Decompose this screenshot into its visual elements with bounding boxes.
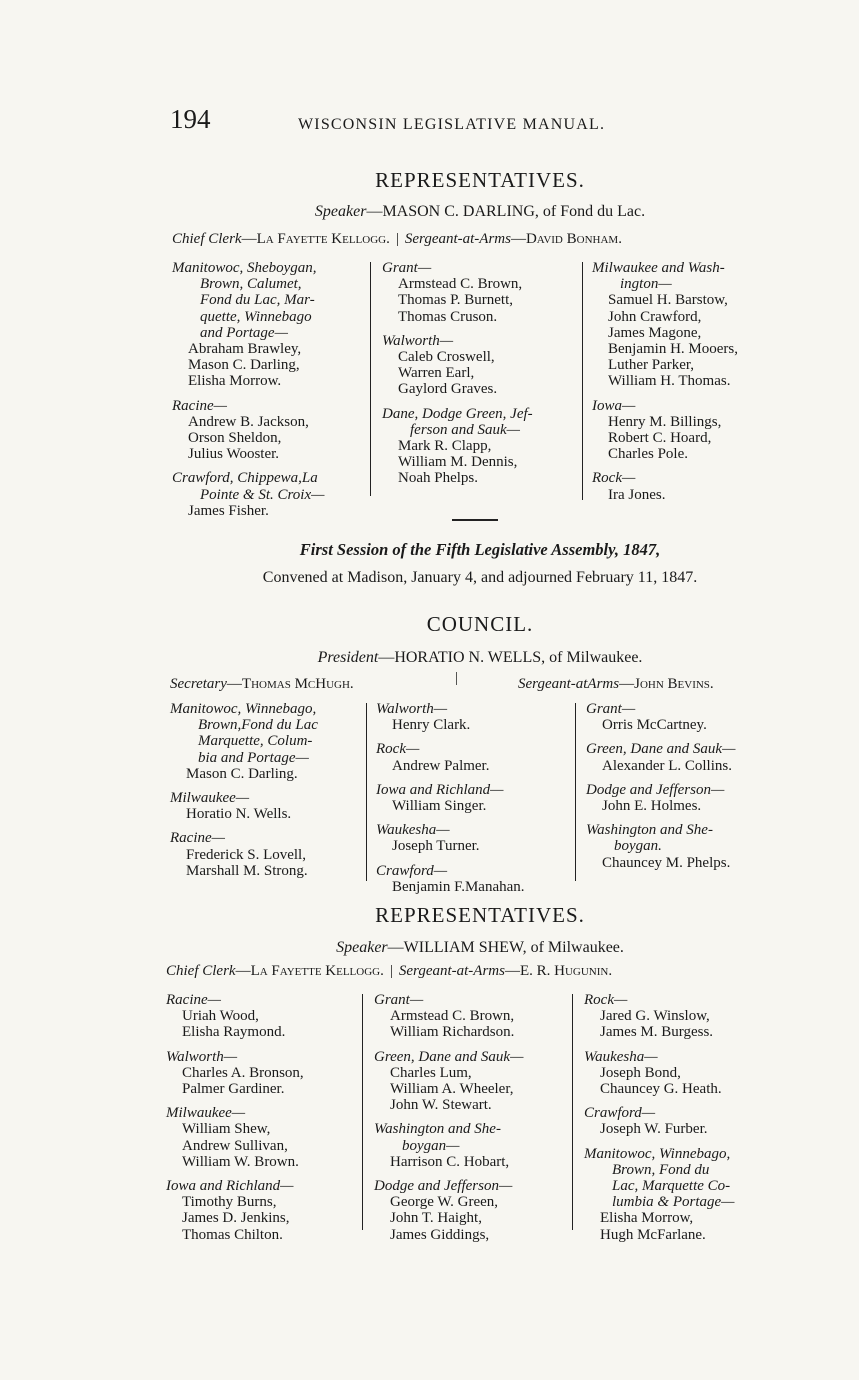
district-group bbox=[586, 782, 786, 814]
council-separator: | bbox=[455, 670, 459, 686]
district-name: Iowa— bbox=[592, 397, 636, 414]
secretary-label: Secretary bbox=[170, 676, 227, 692]
section2-officers-line bbox=[166, 963, 612, 980]
district-group bbox=[584, 1146, 784, 1243]
member-name: Charles Lum, bbox=[390, 1064, 472, 1081]
officer-separator: | bbox=[395, 231, 399, 247]
district-name: Racine— bbox=[166, 992, 221, 1008]
member-name: Jared G. Winslow, bbox=[600, 1008, 710, 1025]
district-name: Rock— bbox=[584, 992, 628, 1008]
member-name: Mason C. Darling. bbox=[186, 765, 298, 782]
member-name: Charles A. Bronson, bbox=[182, 1064, 304, 1081]
chief-clerk-value: —La Fayette Kellogg. bbox=[235, 963, 384, 979]
district-name: Rock— bbox=[592, 470, 636, 487]
district-name: Brown, Fond du bbox=[612, 1161, 710, 1178]
district-group bbox=[374, 1178, 574, 1243]
council-sergeant-label: Sergeant-atArms bbox=[518, 676, 620, 692]
section2-speaker-line bbox=[160, 939, 800, 957]
president-label: President bbox=[317, 649, 379, 666]
member-name: Joseph Turner. bbox=[392, 838, 480, 855]
district-group bbox=[382, 406, 582, 487]
member-name: Andrew Sullivan, bbox=[182, 1137, 288, 1154]
member-name: Marshall M. Strong. bbox=[186, 862, 308, 879]
member-name: Charles Pole. bbox=[608, 446, 688, 463]
district-name: Iowa and Richland— bbox=[376, 781, 504, 798]
chief-clerk-value: —La Fayette Kellogg. bbox=[241, 231, 390, 247]
member-name: Warren Earl, bbox=[398, 365, 475, 382]
district-group bbox=[376, 782, 576, 814]
district-name: Washington and She- bbox=[586, 822, 713, 839]
member-name: William Singer. bbox=[392, 798, 487, 815]
member-name: James Magone, bbox=[608, 324, 702, 341]
member-name: Samuel H. Barstow, bbox=[608, 292, 728, 309]
district-group bbox=[374, 992, 574, 1041]
district-name: Dane, Dodge Green, Jef- bbox=[382, 405, 533, 422]
member-name: Orris McCartney. bbox=[602, 717, 707, 734]
district-group bbox=[166, 1178, 366, 1243]
section1-speaker-line bbox=[160, 203, 800, 221]
district-group bbox=[172, 398, 372, 463]
member-name: Horatio N. Wells. bbox=[186, 806, 292, 823]
member-name: Elisha Morrow. bbox=[188, 373, 282, 390]
member-name: James M. Burgess. bbox=[600, 1024, 714, 1041]
district-group bbox=[592, 470, 792, 502]
member-name: Benjamin F.Manahan. bbox=[392, 878, 525, 895]
member-name: John E. Holmes. bbox=[602, 798, 702, 815]
president-value: —HORATIO N. WELLS, of Milwaukee. bbox=[378, 649, 643, 666]
district-name: Rock— bbox=[376, 741, 420, 758]
district-group bbox=[586, 701, 786, 733]
district-group bbox=[170, 701, 370, 782]
member-name: Elisha Morrow, bbox=[600, 1210, 694, 1227]
session-convened: Convened at Madison, January 4, and adjourned February 11, 1847. bbox=[262, 569, 698, 586]
column-divider bbox=[582, 262, 583, 500]
member-name: Andrew Palmer. bbox=[392, 757, 490, 774]
district-group bbox=[584, 992, 784, 1041]
district-name: quette, Winnebago bbox=[200, 308, 312, 325]
member-name: Joseph W. Furber. bbox=[600, 1121, 708, 1138]
column-divider bbox=[575, 703, 576, 881]
member-name: Palmer Gardiner. bbox=[182, 1081, 285, 1098]
member-name: Julius Wooster. bbox=[188, 446, 280, 463]
district-name: Iowa and Richland— bbox=[166, 1178, 294, 1195]
district-name: Manitowoc, Sheboygan, bbox=[172, 260, 317, 276]
member-name: Benjamin H. Mooers, bbox=[608, 341, 738, 358]
section2-column-1 bbox=[166, 992, 366, 1251]
district-group bbox=[376, 822, 576, 854]
council-president-line bbox=[160, 649, 800, 667]
district-name: ferson and Sauk— bbox=[410, 421, 520, 438]
council-secretary-line bbox=[170, 676, 354, 693]
district-group bbox=[586, 741, 786, 773]
district-name: Manitowoc, Winnebago, bbox=[584, 1145, 731, 1162]
district-group bbox=[592, 398, 792, 463]
member-name: Abraham Brawley, bbox=[188, 341, 302, 358]
district-group bbox=[170, 830, 370, 879]
member-name: Thomas P. Burnett, bbox=[398, 292, 513, 309]
council-column-1 bbox=[170, 701, 370, 887]
district-group bbox=[172, 470, 372, 519]
district-group bbox=[172, 260, 372, 390]
district-name: Brown,Fond du Lac bbox=[198, 717, 318, 734]
district-name: Dodge and Jefferson— bbox=[374, 1178, 513, 1195]
member-name: John W. Stewart. bbox=[390, 1097, 492, 1114]
district-group bbox=[376, 863, 576, 895]
member-name: Caleb Croswell, bbox=[398, 349, 495, 366]
district-group bbox=[376, 701, 576, 733]
district-name: Walworth— bbox=[166, 1048, 238, 1065]
member-name: Armstead C. Brown, bbox=[398, 276, 523, 293]
sergeant-value: —David Bonham. bbox=[510, 231, 622, 247]
member-name: John T. Haight, bbox=[390, 1210, 482, 1227]
member-name: George W. Green, bbox=[390, 1194, 499, 1211]
sergeant-value: —E. R. Hugunin. bbox=[504, 963, 613, 979]
district-name: Waukesha— bbox=[584, 1048, 658, 1065]
member-name: Harrison C. Hobart, bbox=[390, 1153, 510, 1170]
chief-clerk-label: Chief Clerk bbox=[172, 231, 242, 247]
district-group bbox=[586, 822, 786, 871]
member-name: Robert C. Hoard, bbox=[608, 430, 712, 447]
secretary-value: —Thomas McHugh. bbox=[226, 676, 354, 692]
district-name: Manitowoc, Winnebago, bbox=[170, 701, 317, 717]
member-name: Hugh McFarlane. bbox=[600, 1226, 706, 1243]
officer-separator: | bbox=[389, 963, 393, 979]
member-name: William Shew, bbox=[182, 1121, 271, 1138]
member-name: Noah Phelps. bbox=[398, 470, 478, 487]
council-sergeant-line bbox=[518, 676, 714, 693]
council-column-3 bbox=[586, 701, 786, 879]
district-name: Grant— bbox=[382, 260, 432, 276]
district-group bbox=[170, 790, 370, 822]
sergeant-label: Sergeant-at-Arms bbox=[398, 963, 505, 979]
member-name: Mason C. Darling, bbox=[188, 357, 300, 374]
section1-officers-line bbox=[172, 231, 622, 248]
district-name: Walworth— bbox=[376, 701, 448, 717]
district-name: Waukesha— bbox=[376, 822, 450, 839]
district-name: Racine— bbox=[172, 397, 227, 414]
member-name: Alexander L. Collins. bbox=[602, 757, 732, 774]
district-name: boygan— bbox=[402, 1137, 460, 1154]
district-group bbox=[166, 1105, 366, 1170]
member-name: Joseph Bond, bbox=[600, 1064, 681, 1081]
member-name: William H. Thomas. bbox=[608, 373, 731, 390]
member-name: Orson Sheldon, bbox=[188, 430, 282, 447]
member-name: Thomas Chilton. bbox=[182, 1226, 283, 1243]
speaker-value: —MASON C. DARLING, of Fond du Lac. bbox=[366, 203, 646, 220]
district-name: Walworth— bbox=[382, 332, 454, 349]
district-group bbox=[166, 992, 366, 1041]
member-name: Henry M. Billings, bbox=[608, 413, 722, 430]
district-name: Washington and She- bbox=[374, 1121, 501, 1138]
district-name: bia and Portage— bbox=[198, 749, 309, 766]
district-group bbox=[382, 260, 582, 325]
district-name: Milwaukee and Wash- bbox=[592, 260, 725, 276]
district-name: Milwaukee— bbox=[170, 790, 250, 807]
district-name: Racine— bbox=[170, 830, 225, 847]
district-name: Crawford, Chippewa,La bbox=[172, 470, 318, 487]
district-group bbox=[382, 333, 582, 398]
member-name: Andrew B. Jackson, bbox=[188, 413, 309, 430]
column-divider bbox=[366, 703, 367, 881]
section1-column-1 bbox=[172, 260, 372, 527]
district-name: Green, Dane and Sauk— bbox=[586, 741, 736, 758]
district-group bbox=[166, 1049, 366, 1098]
chief-clerk-label: Chief Clerk bbox=[166, 963, 236, 979]
district-name: boygan. bbox=[614, 838, 662, 855]
council-column-2 bbox=[376, 701, 576, 903]
member-name: Timothy Burns, bbox=[182, 1194, 277, 1211]
member-name: Frederick S. Lovell, bbox=[186, 846, 306, 863]
column-divider bbox=[362, 994, 363, 1230]
district-name: ington— bbox=[620, 276, 672, 293]
council-title: COUNCIL. bbox=[426, 612, 534, 636]
member-name: Chauncey G. Heath. bbox=[600, 1081, 722, 1098]
session-title: First Session of the Fifth Legislative Assembly, 1847, bbox=[299, 540, 661, 559]
member-name: Uriah Wood, bbox=[182, 1008, 259, 1025]
district-name: Pointe & St. Croix— bbox=[200, 486, 325, 503]
member-name: Armstead C. Brown, bbox=[390, 1008, 515, 1025]
district-name: Fond du Lac, Mar- bbox=[200, 292, 315, 309]
district-name: Green, Dane and Sauk— bbox=[374, 1048, 524, 1065]
member-name: James Fisher. bbox=[188, 502, 269, 519]
speaker-value: —WILLIAM SHEW, of Milwaukee. bbox=[387, 939, 624, 956]
district-name: Crawford— bbox=[584, 1105, 656, 1122]
district-name: Milwaukee— bbox=[166, 1105, 246, 1122]
district-name: lumbia & Portage— bbox=[612, 1194, 735, 1211]
section1-column-2 bbox=[382, 260, 582, 495]
district-name: Crawford— bbox=[376, 862, 448, 879]
member-name: William Richardson. bbox=[390, 1024, 515, 1041]
member-name: Henry Clark. bbox=[392, 717, 471, 734]
district-group bbox=[374, 1049, 574, 1114]
member-name: Mark R. Clapp, bbox=[398, 438, 492, 455]
page-number: 194 bbox=[170, 104, 211, 134]
district-group bbox=[592, 260, 792, 390]
district-group bbox=[374, 1121, 574, 1170]
member-name: Chauncey M. Phelps. bbox=[602, 854, 731, 871]
member-name: John Crawford, bbox=[608, 308, 702, 325]
district-group bbox=[376, 741, 576, 773]
member-name: William M. Dennis, bbox=[398, 454, 518, 471]
member-name: Thomas Cruson. bbox=[398, 308, 498, 325]
member-name: James D. Jenkins, bbox=[182, 1210, 290, 1227]
column-divider bbox=[572, 994, 573, 1230]
district-name: Marquette, Colum- bbox=[198, 733, 313, 750]
member-name: Luther Parker, bbox=[608, 357, 695, 374]
district-name: and Portage— bbox=[200, 324, 288, 341]
section1-title: REPRESENTATIVES. bbox=[375, 168, 585, 192]
district-name: Grant— bbox=[586, 701, 636, 717]
speaker-label: Speaker bbox=[314, 203, 367, 220]
member-name: Gaylord Graves. bbox=[398, 381, 498, 398]
running-title: WISCONSIN LEGISLATIVE MANUAL. bbox=[298, 116, 606, 133]
district-group bbox=[584, 1049, 784, 1098]
district-name: Brown, Calumet, bbox=[200, 276, 302, 293]
district-group bbox=[584, 1105, 784, 1137]
member-name: James Giddings, bbox=[390, 1226, 490, 1243]
sergeant-label: Sergeant-at-Arms bbox=[404, 231, 511, 247]
speaker-label: Speaker bbox=[336, 939, 388, 956]
council-sergeant-value: —John Bevins. bbox=[619, 676, 714, 692]
member-name: Ira Jones. bbox=[608, 486, 666, 503]
district-name: Grant— bbox=[374, 992, 424, 1008]
column-divider bbox=[370, 262, 371, 496]
district-name: Lac, Marquette Co- bbox=[612, 1178, 731, 1195]
member-name: William A. Wheeler, bbox=[390, 1081, 514, 1098]
district-name: Dodge and Jefferson— bbox=[586, 781, 725, 798]
member-name: Elisha Raymond. bbox=[182, 1024, 286, 1041]
section-divider-rule bbox=[452, 519, 498, 521]
section2-column-3 bbox=[584, 992, 784, 1251]
section1-column-3 bbox=[592, 260, 792, 511]
section2-title: REPRESENTATIVES. bbox=[375, 903, 585, 927]
page-header bbox=[170, 104, 670, 138]
member-name: William W. Brown. bbox=[182, 1153, 299, 1170]
section2-column-2 bbox=[374, 992, 574, 1251]
